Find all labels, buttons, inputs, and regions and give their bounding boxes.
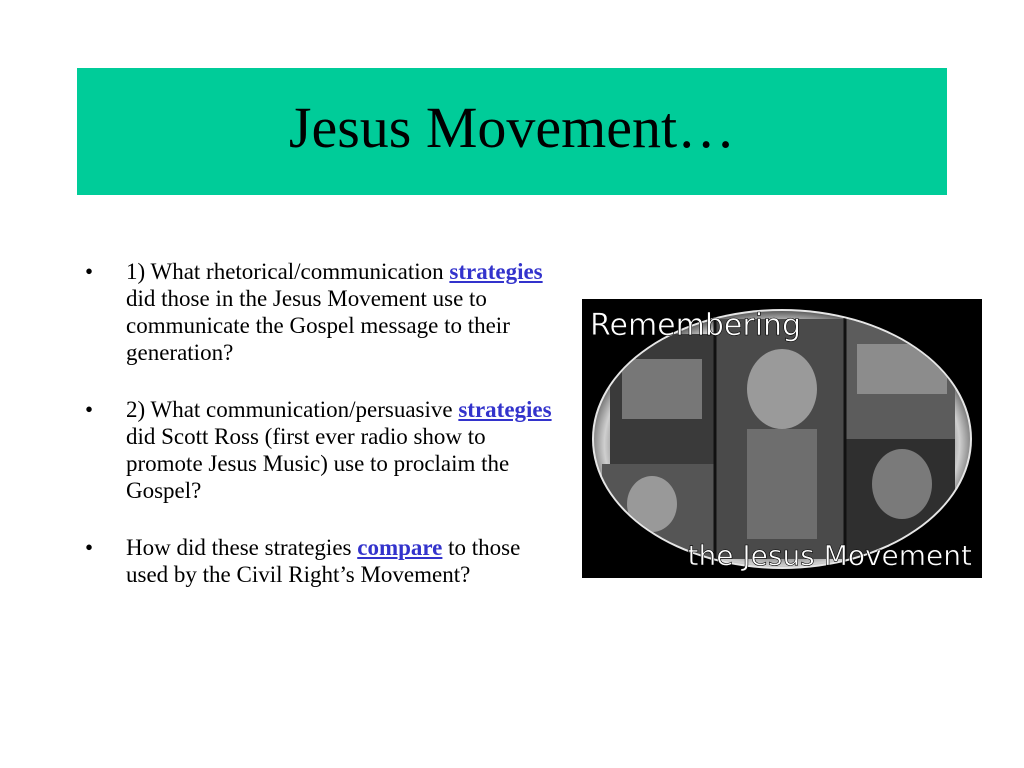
bullet-icon: • [85,397,94,422]
slide-title: Jesus Movement… [288,95,736,160]
bullet-list [85,258,565,618]
compare-link[interactable]: compare [357,535,443,560]
bullet-icon: • [85,259,94,284]
strategies-link-1[interactable]: strategies [449,259,543,284]
title-banner [77,68,947,195]
bullet-item-2: • 2) What communication/persuasive strategies did Scott Ross (first ever radio show to promote Jesus Music) use to proclaim the Gospel? [85,397,552,503]
bullet-item-3: • How did these strategies compare to those used by the Civil Right’s Movement? [85,535,521,587]
strategies-link-2[interactable]: strategies [458,397,552,422]
bullet-item-1: • 1) What rhetorical/communication strategies did those in the Jesus Movement use to communicate the Gospel message to their generation? [85,259,543,365]
caption-top: Remembering [590,308,802,343]
bullet-icon: • [85,535,94,560]
photo-collage [582,299,982,578]
caption-bottom: the Jesus Movement [687,539,972,572]
jesus-movement-photo [582,299,982,578]
